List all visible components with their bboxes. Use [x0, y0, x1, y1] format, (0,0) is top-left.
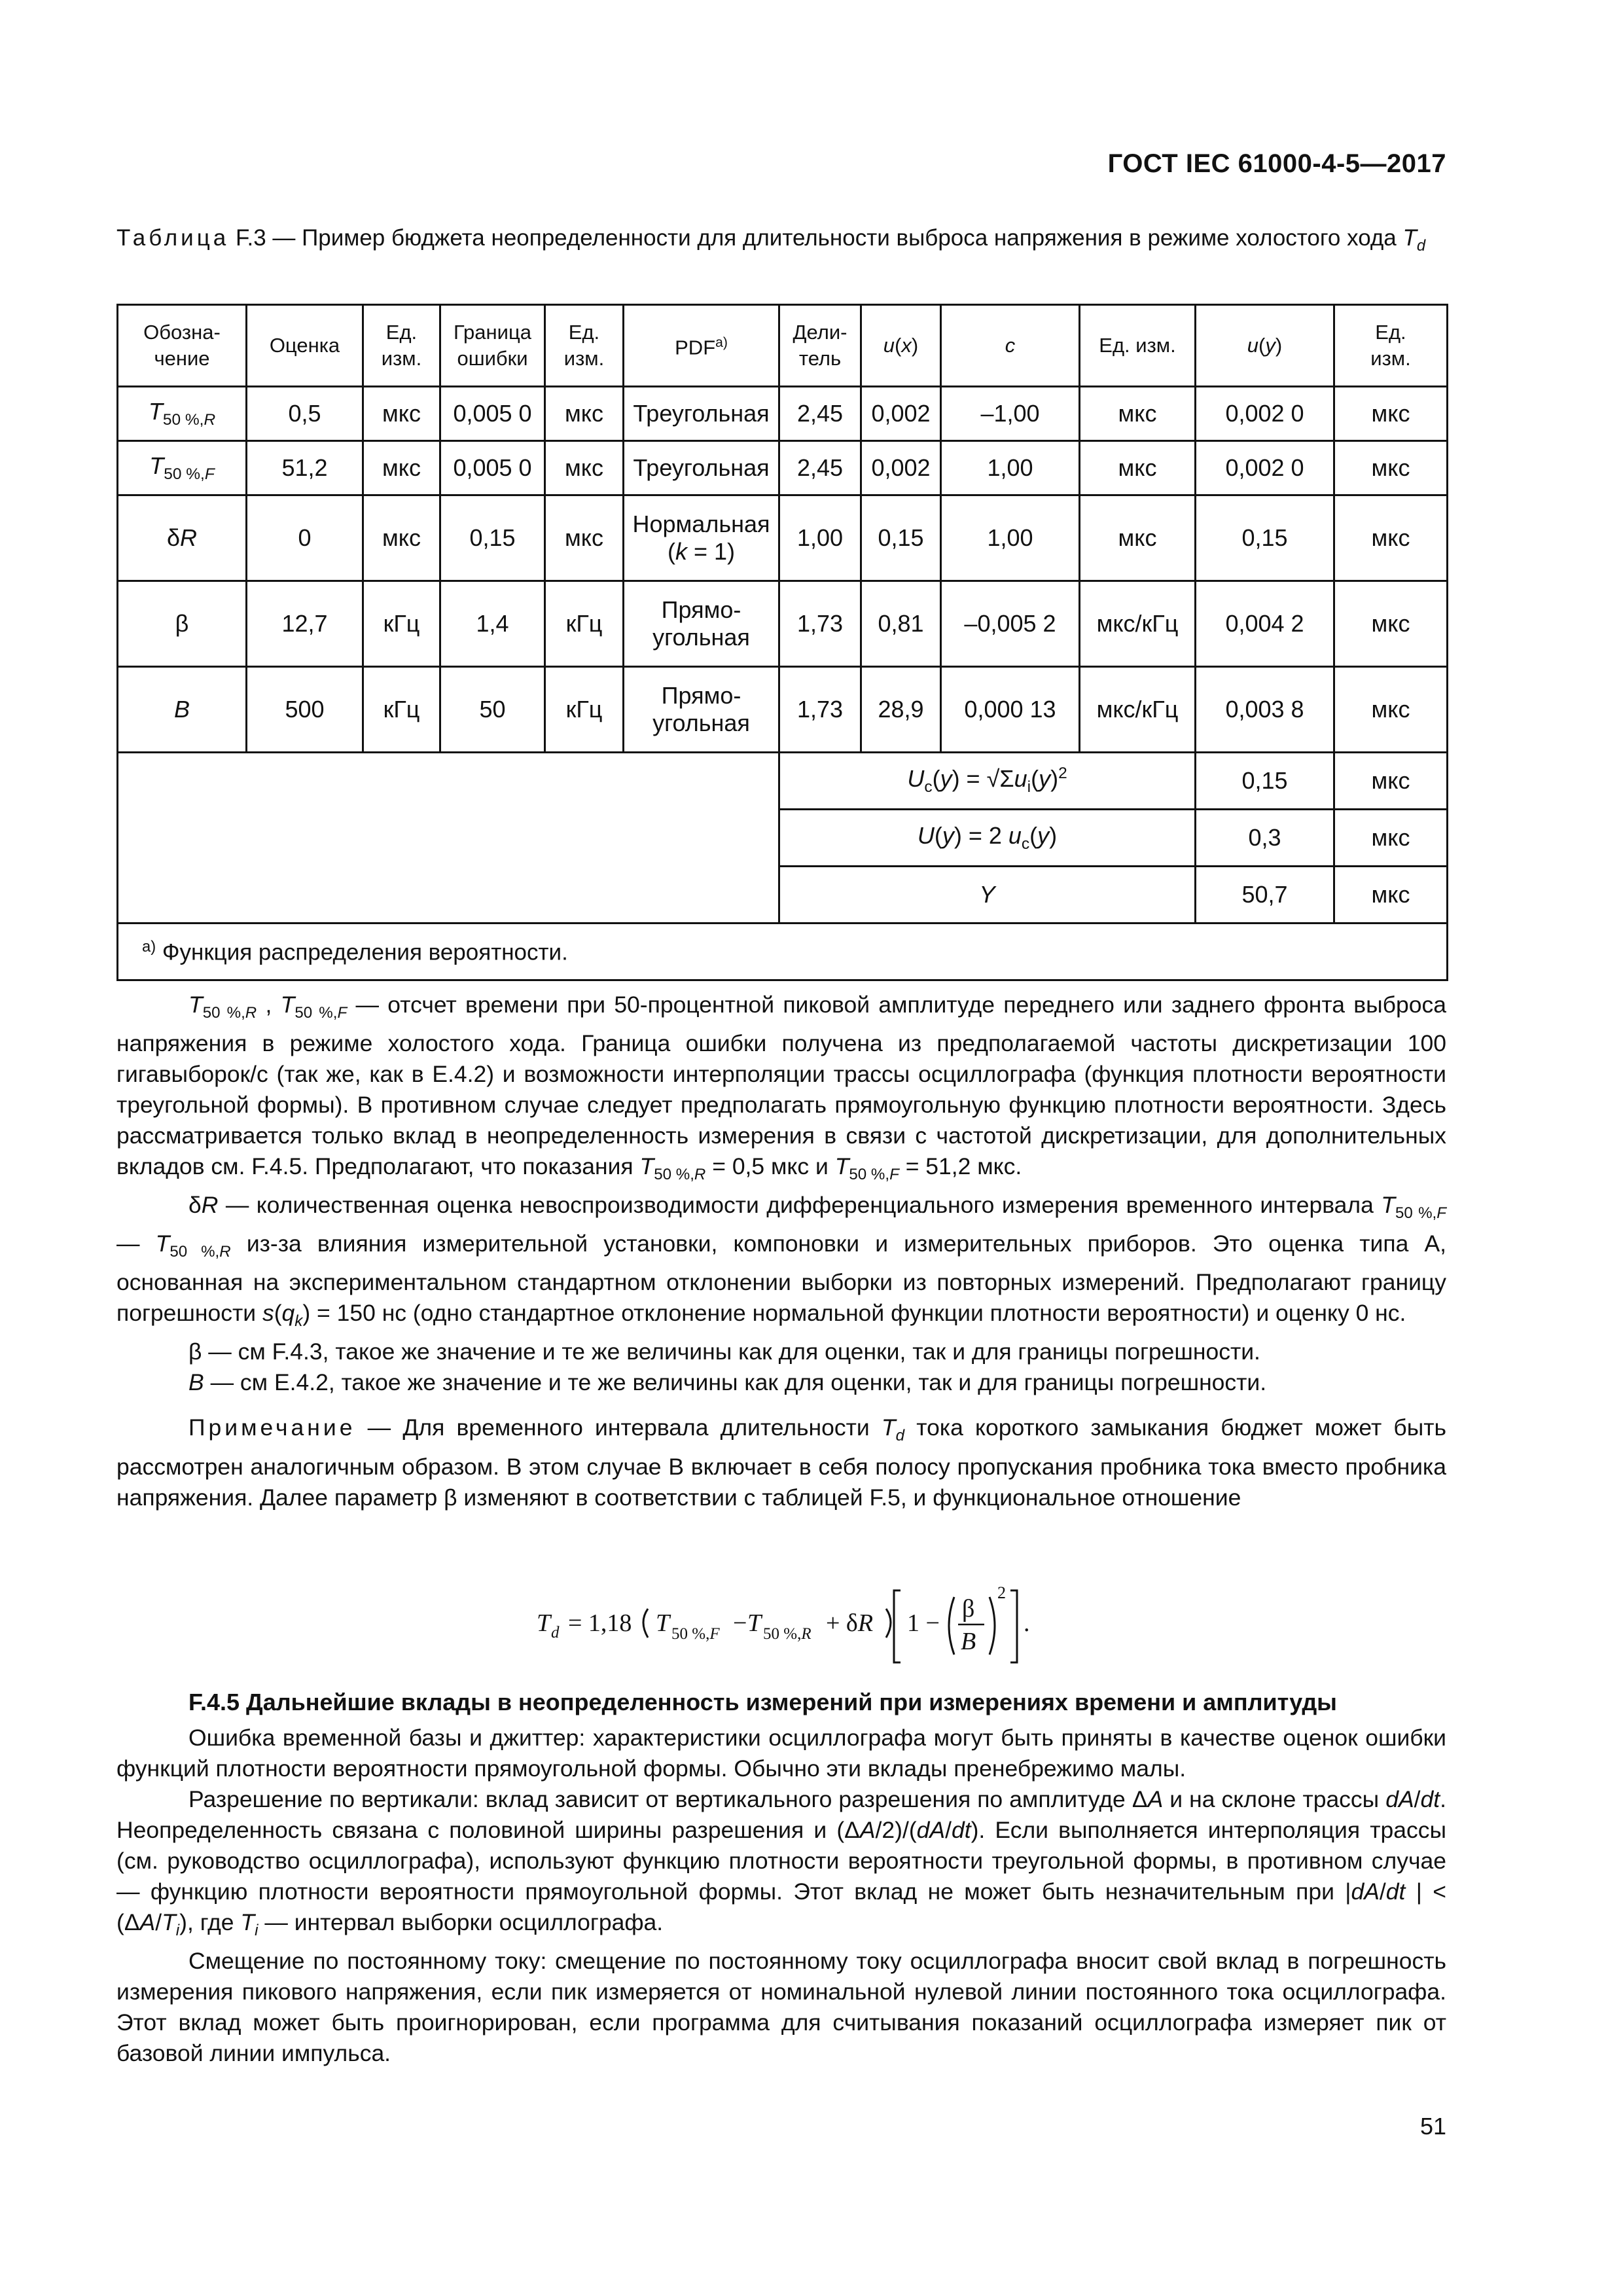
row-unit4: мкс — [1334, 667, 1448, 753]
col-header-pdf: PDF$^{a)}$ — [624, 305, 779, 387]
col-header-unit4: Ед. изм. — [1334, 305, 1448, 387]
row-divisor: 1,73 — [779, 667, 861, 753]
summary-value: 0,15 — [1196, 753, 1334, 810]
col-header-ux: u(x) — [861, 305, 941, 387]
row-unit3: мкс — [1080, 495, 1196, 581]
caption-text: F.3 — Пример бюджета неопределенности для длительности выброса напряжения в режиме холостого хода — [235, 225, 1397, 251]
table-row — [118, 387, 1448, 441]
caption-prefix: Таблица — [116, 225, 230, 251]
table-row — [118, 441, 1448, 495]
summary-unit: мкс — [1334, 753, 1448, 810]
svg-text:T: T — [656, 1609, 670, 1637]
row-ux: 0,002 — [861, 387, 941, 441]
paragraph-dc-offset: Смещение по постоянному току: смещение по постоянному току осциллографа вносит свой вклад в погрешность измерения пикового напряжения, если пик измеряется от номинальной нулевой линии постоянного тока осциллографа. Этот вклад может быть проигнорирован, если программа для считывания показаний осциллографа измеряет пик от базовой линии импульса. — [116, 1948, 1446, 2067]
table-row — [118, 495, 1448, 581]
table-footnote-row — [118, 924, 1448, 980]
summary-unit: мкс — [1334, 810, 1448, 867]
summary-label: U(y) = 2 $u_c(y)$ — [779, 810, 1196, 867]
row-ux: 0,81 — [861, 581, 941, 667]
row-uy: 0,004 2 — [1196, 581, 1334, 667]
page-number: 51 — [1419, 2113, 1446, 2140]
paragraph-b: B — см E.4.2, такое же значение и те же величины как для оценки, так и для границы погрешности. — [188, 1369, 1267, 1396]
note-paragraph: Примечание — Для временного интервала длительности $T_d$ тока короткого замыкания бюджет может быть рассмотрен аналогичным образом. В этом случае B включает в себя полосу пропускания пробника тока вместо пробника напряжения. Далее параметр β изменяют в соответствии с таблицей F.5, и функциональное отношение — [116, 1414, 1446, 1511]
col-header-estimate: Оценка — [247, 305, 363, 387]
svg-text:T: T — [537, 1609, 551, 1637]
row-unit4: мкс — [1334, 441, 1448, 495]
summary-label: Y — [779, 867, 1196, 924]
paragraph-delta-r: δR — количественная оценка невоспроизводимости дифференциального измерения временного интервала $T_{50 \%,F}$ — $T_{50 \%,R}$ из-за влияния измерительной установки, компоновки и измерительных приборов. Это оценка типа А, основанная на экспериментальном стандартном отклонении выборки из повторных измерений. Предполагают границу погрешности $s(q_k) = 150$ нс (одно стандартное отклонение нормальной функции плотности вероятности) и оценку 0 нс. — [116, 1192, 1446, 1331]
row-c: 0,000 13 — [941, 667, 1080, 753]
row-unit3: мкс/кГц — [1080, 667, 1196, 753]
summary-row-combined — [118, 753, 1448, 810]
row-error: 1,4 — [440, 581, 545, 667]
table-header-row — [118, 305, 1448, 387]
row-divisor: 1,73 — [779, 581, 861, 667]
svg-text:T: T — [747, 1609, 762, 1637]
paragraph-beta: β — см F.4.3, такое же значение и те же величины как для оценки, так и для границы погрешности. — [188, 1338, 1260, 1365]
svg-text:+ δR: + δR — [826, 1609, 874, 1637]
row-symbol: δR — [118, 495, 247, 581]
svg-text:50 %,R: 50 %,R — [763, 1625, 812, 1643]
row-error: 0,005 0 — [440, 441, 545, 495]
row-divisor: 2,45 — [779, 387, 861, 441]
row-unit2: мкс — [545, 387, 624, 441]
row-error: 0,005 0 — [440, 387, 545, 441]
col-header-error-bound: Граница ошибки — [440, 305, 545, 387]
paragraph-t50: $T_{50 \%,R}$ , $T_{50 \%,F}$ — отсчет времени при 50-процентной пиковой амплитуде переднего или заднего фронта выброса напряжения в режиме холостого хода. Граница ошибки получена из предполагаемой частоты дискретизации 100 гигавыборок/с (так же, как в E.4.2) и возможности интерполяции трассы осциллографа (функция плотности вероятности треугольной формы). В противном случае следует предполагать прямоугольную функцию плотности вероятности. Здесь рассматривается только вклад в неопределенность измерения в связи с частотой дискретизации, для дополнительных вкладов см. F.4.5. Предполагают, что показания $T_{50 \%,R} = 0,5$ мкс и $T_{50 \%,F} = 51,2$ мкс. — [116, 992, 1446, 1184]
note-label: Примечание — [188, 1414, 356, 1441]
svg-text:−: − — [733, 1609, 747, 1637]
row-c: –1,00 — [941, 387, 1080, 441]
table-row — [118, 667, 1448, 753]
row-ux: 0,002 — [861, 441, 941, 495]
col-header-c: c — [941, 305, 1080, 387]
row-unit4: мкс — [1334, 387, 1448, 441]
svg-text:1 −: 1 − — [907, 1609, 940, 1637]
row-estimate: 51,2 — [247, 441, 363, 495]
row-estimate: 0,5 — [247, 387, 363, 441]
svg-text:.: . — [1024, 1609, 1030, 1637]
row-estimate: 12,7 — [247, 581, 363, 667]
row-symbol: $T_{50 \%,R}$ — [118, 387, 247, 441]
row-pdf: Треугольная — [624, 387, 779, 441]
row-ux: 0,15 — [861, 495, 941, 581]
row-error: 0,15 — [440, 495, 545, 581]
document-header: ГОСТ IEC 61000-4-5—2017 — [1107, 149, 1446, 178]
col-header-divisor: Дели- тель — [779, 305, 861, 387]
row-unit4: мкс — [1334, 495, 1448, 581]
row-pdf: Треугольная — [624, 441, 779, 495]
row-uy: 0,002 0 — [1196, 441, 1334, 495]
row-unit4: мкс — [1334, 581, 1448, 667]
svg-text:β: β — [962, 1595, 975, 1623]
row-unit3: мкс/кГц — [1080, 581, 1196, 667]
row-pdf: Прямо- угольная — [624, 667, 779, 753]
svg-text:= 1,18: = 1,18 — [568, 1609, 632, 1637]
row-divisor: 2,45 — [779, 441, 861, 495]
row-symbol: $T_{50 \%,F}$ — [118, 441, 247, 495]
table-caption: Таблица F.3 — Пример бюджета неопределенности для длительности выброса напряжения в режиме холостого хода $T_d$ — [116, 225, 1426, 255]
row-unit3: мкс — [1080, 387, 1196, 441]
col-header-unit3: Ед. изм. — [1080, 305, 1196, 387]
row-divisor: 1,00 — [779, 495, 861, 581]
row-error: 50 — [440, 667, 545, 753]
row-symbol: β — [118, 581, 247, 667]
summary-value: 50,7 — [1196, 867, 1334, 924]
paragraph-vertical-resolution: Разрешение по вертикали: вклад зависит от вертикального разрешения по амплитуде ΔA и на склоне трассы dA/dt. Неопределенность связана с половиной ширины разрешения и (ΔA/2)/(dA/dt). Если выполняется интерполяция трассы (см. руководство осциллографа), используют функцию плотности вероятности треугольной формы, в противном случае — функцию плотности вероятности прямоугольной формы. Этот вклад не может быть незначительным при |dA/dt | < $(\Delta A/T_i)$, где $T_i$ — интервал выборки осциллографа. — [116, 1786, 1447, 1940]
summary-blank-area — [118, 753, 779, 924]
row-unit2: кГц — [545, 667, 624, 753]
row-unit3: мкс — [1080, 441, 1196, 495]
svg-text:50 %,F: 50 %,F — [671, 1625, 720, 1643]
row-pdf: Прямо- угольная — [624, 581, 779, 667]
svg-text:d: d — [551, 1624, 560, 1641]
row-unit1: мкс — [363, 387, 440, 441]
uncertainty-budget-table — [116, 304, 1448, 981]
row-estimate: 0 — [247, 495, 363, 581]
col-header-symbol: Обозна- чение — [118, 305, 247, 387]
row-uy: 0,15 — [1196, 495, 1334, 581]
row-ux: 28,9 — [861, 667, 941, 753]
row-uy: 0,003 8 — [1196, 667, 1334, 753]
row-symbol: B — [118, 667, 247, 753]
row-unit2: кГц — [545, 581, 624, 667]
section-body — [116, 1723, 1446, 2069]
row-unit1: мкс — [363, 495, 440, 581]
table-footnote: $^{a)}$ Функция распределения вероятности. — [118, 924, 1448, 980]
formula-td — [537, 1571, 1060, 1669]
table-row — [118, 581, 1448, 667]
row-c: 1,00 — [941, 441, 1080, 495]
row-unit1: кГц — [363, 667, 440, 753]
explanation-block — [116, 990, 1446, 1513]
svg-text:B: B — [961, 1628, 976, 1655]
col-header-uy: u(y) — [1196, 305, 1334, 387]
row-unit2: мкс — [545, 441, 624, 495]
svg-text:2: 2 — [997, 1583, 1006, 1602]
row-unit2: мкс — [545, 495, 624, 581]
row-estimate: 500 — [247, 667, 363, 753]
paragraph-timebase: Ошибка временной базы и джиттер: характеристики осциллографа могут быть приняты в качестве оценок ошибки функций плотности вероятности прямоугольной формы. Обычно эти вклады пренебрежимо малы. — [116, 1725, 1446, 1782]
summary-label: $U_c(y) = √\Sigma u_i(y)^2$ — [779, 753, 1196, 810]
summary-unit: мкс — [1334, 867, 1448, 924]
section-title: F.4.5 Дальнейшие вклады в неопределенность измерений при измерениях времени и амплитуды — [188, 1689, 1337, 1715]
col-header-unit1: Ед. изм. — [363, 305, 440, 387]
row-unit1: мкс — [363, 441, 440, 495]
row-pdf: Нормальная (k = 1) — [624, 495, 779, 581]
row-c: –0,005 2 — [941, 581, 1080, 667]
row-uy: 0,002 0 — [1196, 387, 1334, 441]
summary-value: 0,3 — [1196, 810, 1334, 867]
row-unit1: кГц — [363, 581, 440, 667]
col-header-unit2: Ед. изм. — [545, 305, 624, 387]
row-c: 1,00 — [941, 495, 1080, 581]
